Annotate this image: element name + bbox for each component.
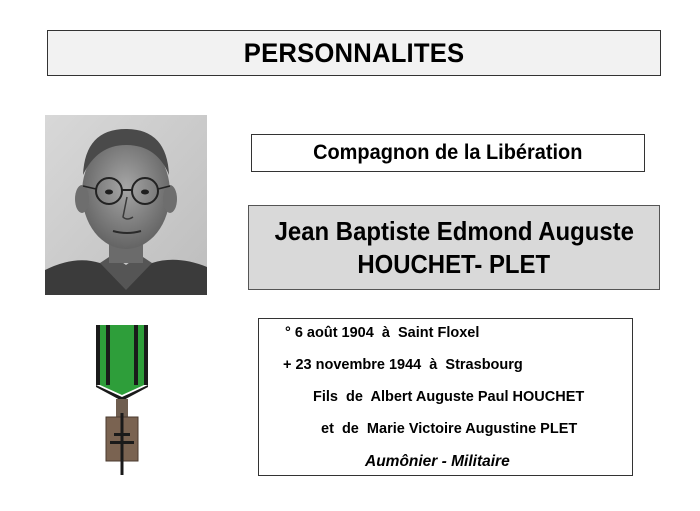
portrait-photo (45, 115, 207, 295)
title-banner (47, 30, 661, 76)
death-info: + 23 novembre 1944 à Strasbourg (283, 357, 523, 373)
father-info: Fils de Albert Auguste Paul HOUCHET (313, 389, 585, 405)
croix-de-la-liberation-medal (92, 325, 152, 477)
birth-info: ° 6 août 1904 à Saint Floxel (285, 325, 480, 341)
mother-info: et de Marie Victoire Augustine PLET (321, 421, 578, 437)
distinction-box (251, 134, 645, 172)
person-name-line2: HOUCHET- PLET (357, 248, 551, 279)
biography-box (258, 318, 633, 476)
role-info: Aumônier - Militaire (365, 453, 510, 470)
person-name-line1: Jean Baptiste Edmond Auguste (274, 215, 634, 246)
page-title: PERSONNALITES (243, 37, 465, 68)
name-box (248, 205, 660, 290)
distinction-label: Compagnon de la Libération (313, 141, 583, 164)
